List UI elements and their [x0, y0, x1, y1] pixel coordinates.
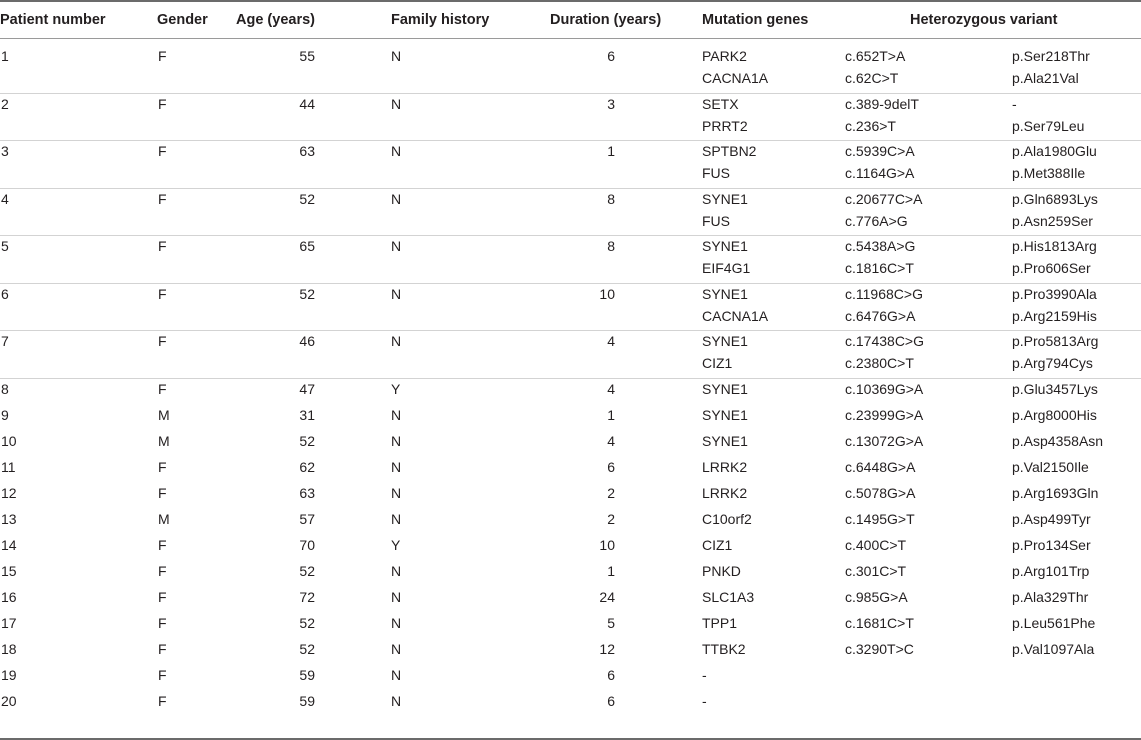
- cell-duration: 8: [607, 190, 615, 207]
- cell-cdna-variant: c.20677C>A: [845, 190, 923, 207]
- cell-protein-variant: p.His1813Arg: [1012, 238, 1097, 254]
- cell-cdna-variant: c.1164G>A: [845, 165, 915, 181]
- cell-age: 52: [299, 562, 315, 579]
- cell-age: 55: [299, 48, 315, 64]
- cell-patient-number: 17: [1, 614, 17, 631]
- cell-cdna-variant: c.2380C>T: [845, 355, 914, 371]
- cell-protein-variant: p.Pro3990Ala: [1012, 285, 1097, 302]
- cell-family-history: Y: [391, 380, 401, 397]
- cell-family-history: N: [391, 143, 402, 159]
- table-row: [0, 586, 1141, 612]
- cell-family-history: N: [391, 333, 402, 349]
- cell-mutation-gene: SYNE1: [702, 238, 748, 254]
- cell-duration: 24: [599, 588, 615, 605]
- cell-duration: 1: [607, 562, 615, 579]
- table-row: [0, 508, 1141, 534]
- cell-gender: M: [158, 510, 170, 527]
- cell-duration: 6: [607, 666, 615, 683]
- cell-cdna-variant: c.652T>A: [845, 48, 906, 64]
- cell-cdna-variant: c.6476G>A: [845, 307, 916, 324]
- cell-protein-variant: p.Arg794Cys: [1012, 355, 1093, 371]
- cell-cdna-variant: c.17438C>G: [845, 333, 924, 349]
- header-heterozygous-variant: Heterozygous variant: [910, 12, 1058, 28]
- cell-gender: F: [158, 48, 167, 64]
- cell-protein-variant: p.Gln6893Lys: [1012, 190, 1098, 207]
- cell-family-history: N: [391, 406, 402, 423]
- cell-duration: 4: [607, 380, 615, 397]
- table-row: [0, 612, 1141, 638]
- cell-protein-variant: p.Asn259Ser: [1012, 212, 1093, 229]
- cell-family-history: N: [391, 692, 402, 709]
- cell-patient-number: 14: [1, 536, 17, 553]
- cell-duration: 6: [607, 692, 615, 709]
- cell-patient-number: 12: [1, 484, 17, 501]
- table-row: [0, 188, 1141, 237]
- cell-duration: 10: [599, 285, 615, 302]
- cell-age: 70: [299, 536, 315, 553]
- cell-family-history: N: [391, 458, 402, 475]
- cell-protein-variant: p.Arg101Trp: [1012, 562, 1090, 579]
- cell-gender: F: [158, 614, 167, 631]
- cell-patient-number: 3: [1, 143, 9, 159]
- cell-family-history: N: [391, 285, 402, 302]
- cell-cdna-variant: c.5078G>A: [845, 484, 916, 501]
- cell-mutation-gene: SYNE1: [702, 285, 748, 302]
- cell-mutation-gene: LRRK2: [702, 458, 748, 475]
- cell-duration: 5: [607, 614, 615, 631]
- cell-gender: F: [158, 666, 167, 683]
- header-mutation-genes: Mutation genes: [702, 12, 809, 28]
- cell-cdna-variant: c.400C>T: [845, 536, 907, 553]
- cell-cdna-variant: c.5438A>G: [845, 238, 916, 254]
- cell-family-history: N: [391, 640, 402, 657]
- cell-family-history: N: [391, 562, 402, 579]
- cell-gender: F: [158, 190, 167, 207]
- header-rule: [0, 38, 1141, 39]
- cell-age: 52: [299, 614, 315, 631]
- table-row: [0, 45, 1141, 94]
- cell-cdna-variant: c.1495G>T: [845, 510, 915, 527]
- cell-mutation-gene: CIZ1: [702, 536, 733, 553]
- table-row: [0, 330, 1141, 379]
- cell-patient-number: 13: [1, 510, 17, 527]
- cell-family-history: N: [391, 614, 402, 631]
- cell-mutation-gene: SLC1A3: [702, 588, 755, 605]
- cell-patient-number: 15: [1, 562, 17, 579]
- cell-family-history: N: [391, 48, 402, 64]
- cell-protein-variant: p.Ser218Thr: [1012, 48, 1090, 64]
- cell-gender: F: [158, 458, 167, 475]
- cell-cdna-variant: c.389-9delT: [845, 95, 919, 112]
- cell-duration: 4: [607, 333, 615, 349]
- cell-gender: M: [158, 406, 170, 423]
- table-row: [0, 430, 1141, 456]
- cell-protein-variant: p.Asp4358Asn: [1012, 432, 1104, 449]
- header-duration: Duration (years): [550, 12, 662, 28]
- cell-family-history: N: [391, 432, 402, 449]
- cell-protein-variant: p.Leu561Phe: [1012, 614, 1096, 631]
- header-age: Age (years): [236, 12, 315, 28]
- cell-duration: 1: [607, 406, 615, 423]
- cell-duration: 12: [599, 640, 615, 657]
- cell-protein-variant: p.Val1097Ala: [1012, 640, 1095, 657]
- cell-cdna-variant: c.236>T: [845, 117, 896, 134]
- cell-mutation-gene: PRRT2: [702, 117, 748, 134]
- cell-mutation-gene: -: [702, 692, 707, 709]
- cell-gender: F: [158, 692, 167, 709]
- cell-age: 63: [299, 484, 315, 501]
- cell-protein-variant: -: [1012, 95, 1017, 112]
- cell-cdna-variant: c.62C>T: [845, 70, 899, 86]
- cell-gender: F: [158, 562, 167, 579]
- cell-duration: 2: [607, 484, 615, 501]
- cell-duration: 1: [607, 143, 615, 159]
- table-row: [0, 404, 1141, 430]
- cell-patient-number: 4: [1, 190, 9, 207]
- cell-gender: M: [158, 432, 170, 449]
- cell-protein-variant: p.Glu3457Lys: [1012, 380, 1098, 397]
- table-row: [0, 456, 1141, 482]
- cell-duration: 4: [607, 432, 615, 449]
- cell-age: 59: [299, 692, 315, 709]
- cell-mutation-gene: CIZ1: [702, 355, 733, 371]
- cell-family-history: N: [391, 484, 402, 501]
- cell-mutation-gene: SETX: [702, 95, 739, 112]
- cell-protein-variant: p.Pro5813Arg: [1012, 333, 1099, 349]
- cell-gender: F: [158, 484, 167, 501]
- cell-protein-variant: p.Ala1980Glu: [1012, 143, 1097, 159]
- cell-protein-variant: p.Asp499Tyr: [1012, 510, 1091, 527]
- table-row: [0, 93, 1141, 142]
- cell-mutation-gene: CACNA1A: [702, 70, 769, 86]
- cell-family-history: N: [391, 190, 402, 207]
- table-row: [0, 534, 1141, 560]
- cell-cdna-variant: c.985G>A: [845, 588, 908, 605]
- cell-protein-variant: p.Val2150Ile: [1012, 458, 1089, 475]
- cell-age: 59: [299, 666, 315, 683]
- cell-patient-number: 1: [1, 48, 9, 64]
- table-row: [0, 283, 1141, 332]
- cell-mutation-gene: PNKD: [702, 562, 741, 579]
- cell-protein-variant: p.Arg2159His: [1012, 307, 1097, 324]
- cell-age: 63: [299, 143, 315, 159]
- cell-patient-number: 20: [1, 692, 17, 709]
- cell-age: 62: [299, 458, 315, 475]
- cell-gender: F: [158, 640, 167, 657]
- cell-mutation-gene: SYNE1: [702, 406, 748, 423]
- cell-cdna-variant: c.5939C>A: [845, 143, 915, 159]
- cell-family-history: N: [391, 238, 402, 254]
- cell-patient-number: 10: [1, 432, 17, 449]
- cell-patient-number: 9: [1, 406, 9, 423]
- cell-cdna-variant: c.23999G>A: [845, 406, 924, 423]
- table-top-rule: [0, 0, 1141, 2]
- cell-duration: 3: [607, 95, 615, 112]
- cell-duration: 2: [607, 510, 615, 527]
- cell-gender: F: [158, 588, 167, 605]
- cell-duration: 6: [607, 48, 615, 64]
- cell-age: 72: [299, 588, 315, 605]
- cell-age: 57: [299, 510, 315, 527]
- cell-age: 65: [299, 238, 315, 254]
- cell-age: 31: [299, 406, 315, 423]
- cell-patient-number: 7: [1, 333, 9, 349]
- cell-duration: 10: [599, 536, 615, 553]
- cell-cdna-variant: c.10369G>A: [845, 380, 924, 397]
- cell-protein-variant: p.Ser79Leu: [1012, 117, 1085, 134]
- cell-patient-number: 16: [1, 588, 17, 605]
- cell-patient-number: 6: [1, 285, 9, 302]
- cell-age: 46: [299, 333, 315, 349]
- cell-mutation-gene: SPTBN2: [702, 143, 757, 159]
- header-patient-number: Patient number: [0, 12, 106, 28]
- cell-patient-number: 2: [1, 95, 9, 112]
- cell-mutation-gene: FUS: [702, 212, 730, 229]
- cell-mutation-gene: PARK2: [702, 48, 747, 64]
- cell-cdna-variant: c.301C>T: [845, 562, 907, 579]
- table-row: [0, 560, 1141, 586]
- cell-mutation-gene: SYNE1: [702, 190, 748, 207]
- table-row: [0, 690, 1141, 716]
- cell-protein-variant: p.Arg8000His: [1012, 406, 1097, 423]
- cell-mutation-gene: TPP1: [702, 614, 738, 631]
- cell-mutation-gene: TTBK2: [702, 640, 746, 657]
- cell-family-history: N: [391, 666, 402, 683]
- cell-age: 52: [299, 285, 315, 302]
- cell-protein-variant: p.Met388Ile: [1012, 165, 1086, 181]
- header-family-history: Family history: [391, 12, 490, 28]
- cell-patient-number: 8: [1, 380, 9, 397]
- cell-cdna-variant: c.3290T>C: [845, 640, 914, 657]
- cell-mutation-gene: C10orf2: [702, 510, 752, 527]
- cell-age: 47: [299, 380, 315, 397]
- cell-patient-number: 11: [1, 458, 16, 475]
- cell-protein-variant: p.Ala329Thr: [1012, 588, 1089, 605]
- cell-gender: F: [158, 536, 167, 553]
- cell-mutation-gene: CACNA1A: [702, 307, 769, 324]
- cell-gender: F: [158, 95, 167, 112]
- cell-family-history: Y: [391, 536, 401, 553]
- table-row: [0, 140, 1141, 189]
- cell-duration: 8: [607, 238, 615, 254]
- cell-mutation-gene: LRRK2: [702, 484, 748, 501]
- cell-age: 52: [299, 640, 315, 657]
- cell-gender: F: [158, 285, 167, 302]
- cell-family-history: N: [391, 510, 402, 527]
- cell-cdna-variant: c.776A>G: [845, 212, 908, 229]
- cell-cdna-variant: c.1681C>T: [845, 614, 914, 631]
- cell-cdna-variant: c.13072G>A: [845, 432, 924, 449]
- cell-protein-variant: p.Arg1693Gln: [1012, 484, 1099, 501]
- cell-mutation-gene: EIF4G1: [702, 260, 751, 276]
- table-row: [0, 638, 1141, 664]
- cell-gender: F: [158, 333, 167, 349]
- table-row: [0, 664, 1141, 690]
- cell-mutation-gene: SYNE1: [702, 432, 748, 449]
- cell-mutation-gene: SYNE1: [702, 333, 748, 349]
- cell-family-history: N: [391, 588, 402, 605]
- cell-protein-variant: p.Ala21Val: [1012, 70, 1079, 86]
- cell-patient-number: 19: [1, 666, 17, 683]
- cell-duration: 6: [607, 458, 615, 475]
- cell-cdna-variant: c.6448G>A: [845, 458, 916, 475]
- cell-gender: F: [158, 380, 167, 397]
- cell-cdna-variant: c.11968C>G: [845, 285, 923, 302]
- table-row: [0, 482, 1141, 508]
- cell-gender: F: [158, 143, 167, 159]
- cell-age: 44: [299, 95, 315, 112]
- cell-age: 52: [299, 432, 315, 449]
- cell-protein-variant: p.Pro606Ser: [1012, 260, 1091, 276]
- cell-protein-variant: p.Pro134Ser: [1012, 536, 1091, 553]
- cell-mutation-gene: -: [702, 666, 707, 683]
- cell-cdna-variant: c.1816C>T: [845, 260, 914, 276]
- cell-patient-number: 5: [1, 238, 9, 254]
- cell-mutation-gene: SYNE1: [702, 380, 748, 397]
- cell-family-history: N: [391, 95, 402, 112]
- table-row: [0, 378, 1141, 404]
- cell-patient-number: 18: [1, 640, 17, 657]
- cell-gender: F: [158, 238, 167, 254]
- cell-mutation-gene: FUS: [702, 165, 730, 181]
- cell-age: 52: [299, 190, 315, 207]
- header-gender: Gender: [157, 12, 208, 28]
- table-row: [0, 235, 1141, 284]
